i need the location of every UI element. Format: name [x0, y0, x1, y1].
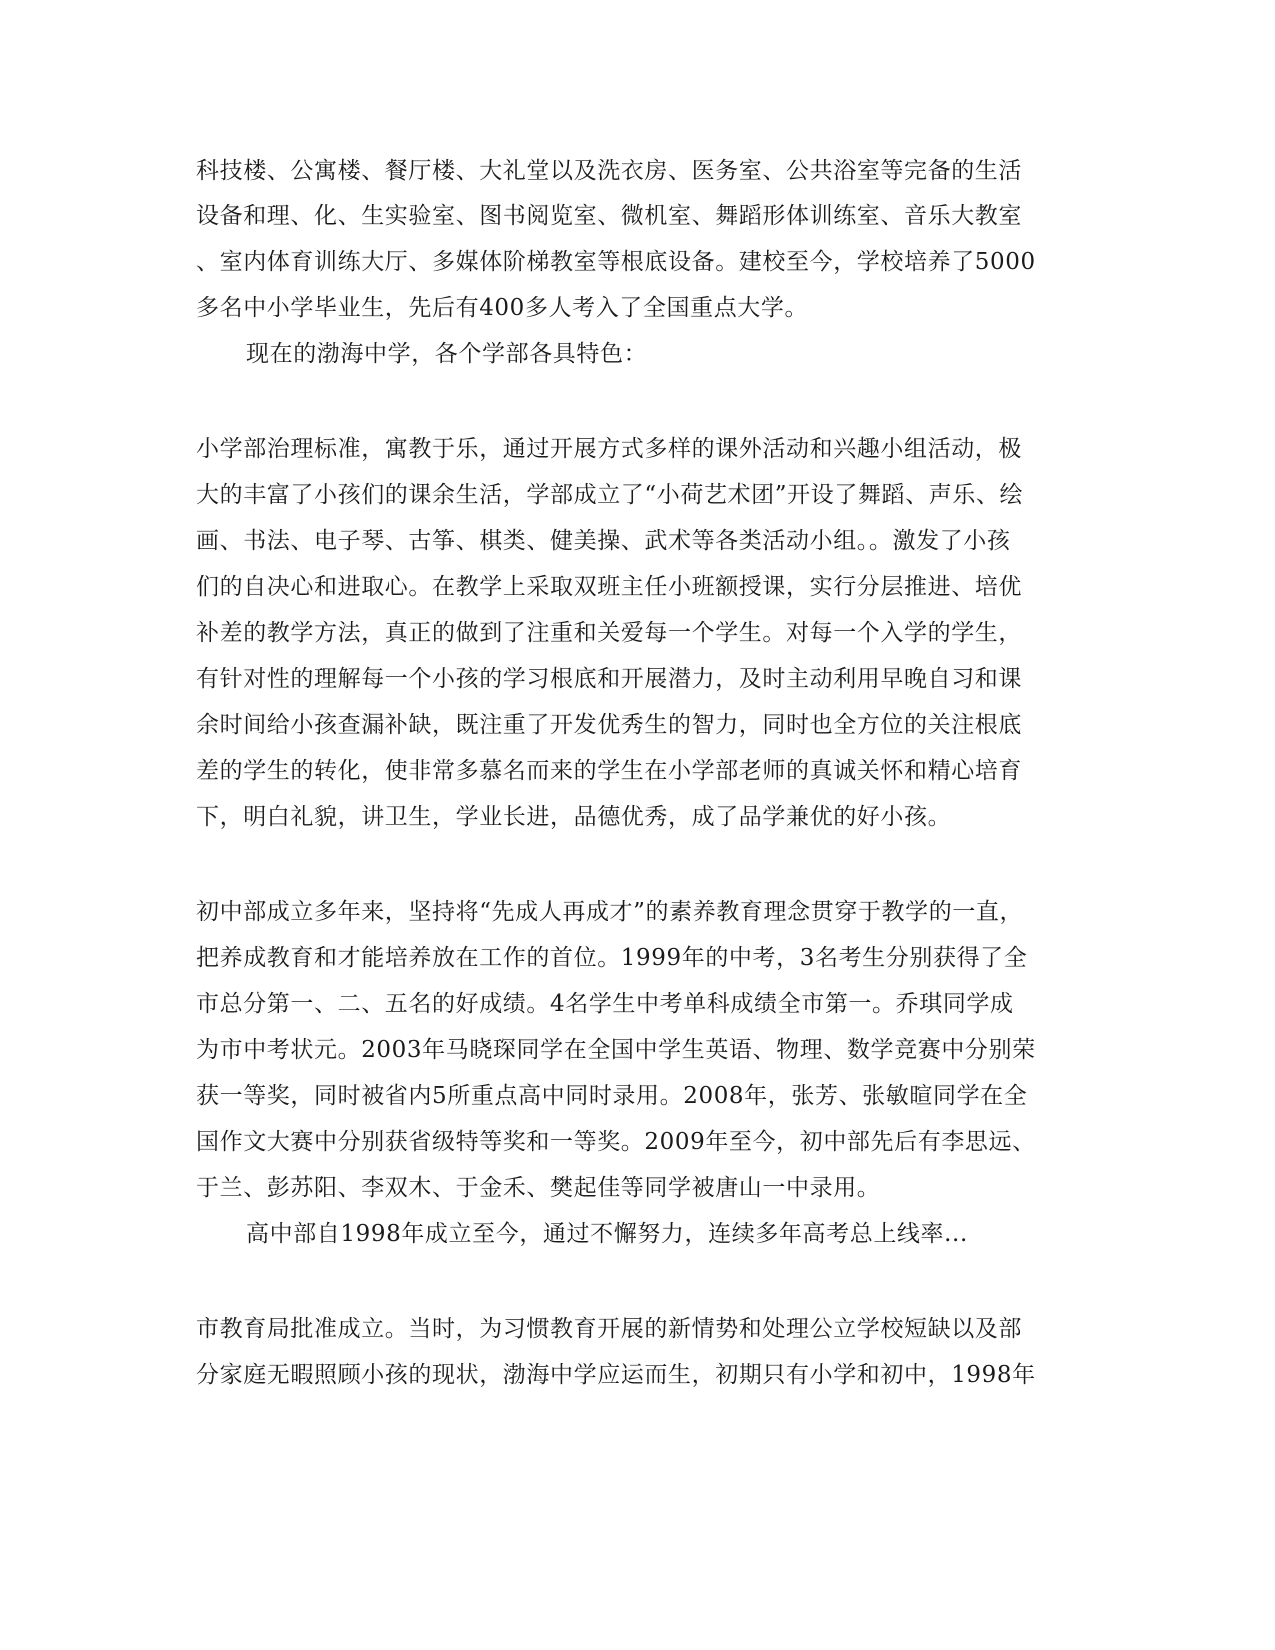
text-line: 大的丰富了小孩们的课余生活，学部成立了“小荷艺术团”开设了舞蹈、声乐、绘 [196, 482, 1024, 508]
senior-line: 高中部自1998年成立至今，通过不懈努力，连续多年高考总上线率... [246, 1221, 968, 1247]
text-line: 初中部成立多年来，坚持将“先成人再成才”的素养教育理念贯穿于教学的一直， [196, 899, 1024, 925]
text-line: 分家庭无暇照顾小孩的现状，渤海中学应运而生，初期只有小学和初中，1998年 [196, 1362, 1036, 1388]
text-line: 、室内体育训练大厅、多媒体阶梯教室等根底设备。建校至今，学校培养了5000 [196, 249, 1036, 275]
text-line: 余时间给小孩查漏补缺，既注重了开发优秀生的智力，同时也全方位的关注根底 [196, 712, 1022, 738]
intro-line: 现在的渤海中学，各个学部各具特色： [246, 341, 648, 367]
text-line: 们的自决心和进取心。在教学上采取双班主任小班额授课，实行分层推进、培优 [196, 574, 1022, 600]
text-line: 为市中考状元。2003年马晓琛同学在全国中学生英语、物理、数学竞赛中分别荣 [196, 1037, 1036, 1063]
text-line: 市总分第一、二、五名的好成绩。4名学生中考单科成绩全市第一。乔琪同学成 [196, 991, 1014, 1017]
text-line: 科技楼、公寓楼、餐厅楼、大礼堂以及洗衣房、医务室、公共浴室等完备的生活 [196, 158, 1022, 184]
text-line: 把养成教育和才能培养放在工作的首位。1999年的中考，3名考生分别获得了全 [196, 945, 1028, 971]
text-line: 市教育局批准成立。当时，为习惯教育开展的新情势和处理公立学校短缺以及部 [196, 1316, 1022, 1342]
text-line: 国作文大赛中分别获省级特等奖和一等奖。2009年至今，初中部先后有李思远、 [196, 1129, 1036, 1155]
text-line: 于兰、彭苏阳、李双木、于金禾、樊起佳等同学被唐山一中录用。 [196, 1175, 881, 1201]
text-line: 设备和理、化、生实验室、图书阅览室、微机室、舞蹈形体训练室、音乐大教室 [196, 203, 1022, 229]
text-line: 画、书法、电子琴、古筝、棋类、健美操、武术等各类活动小组。。激发了小孩 [196, 528, 1011, 554]
text-line: 多名中小学毕业生，先后有400多人考入了全国重点大学。 [196, 295, 809, 321]
text-line: 补差的教学方法，真正的做到了注重和关爱每一个学生。对每一个入学的学生， [196, 620, 1022, 646]
text-line: 有针对性的理解每一个小孩的学习根底和开展潜力，及时主动利用早晚自习和课 [196, 666, 1022, 692]
text-line: 差的学生的转化，使非常多慕名而来的学生在小学部老师的真诚关怀和精心培育 [196, 758, 1022, 784]
text-line: 小学部治理标准，寓教于乐，通过开展方式多样的课外活动和兴趣小组活动，极 [196, 436, 1022, 462]
text-line: 获一等奖，同时被省内5所重点高中同时录用。2008年，张芳、张敏暄同学在全 [196, 1083, 1028, 1109]
text-line: 下，明白礼貌，讲卫生，学业长进，品德优秀，成了品学兼优的好小孩。 [196, 804, 952, 830]
